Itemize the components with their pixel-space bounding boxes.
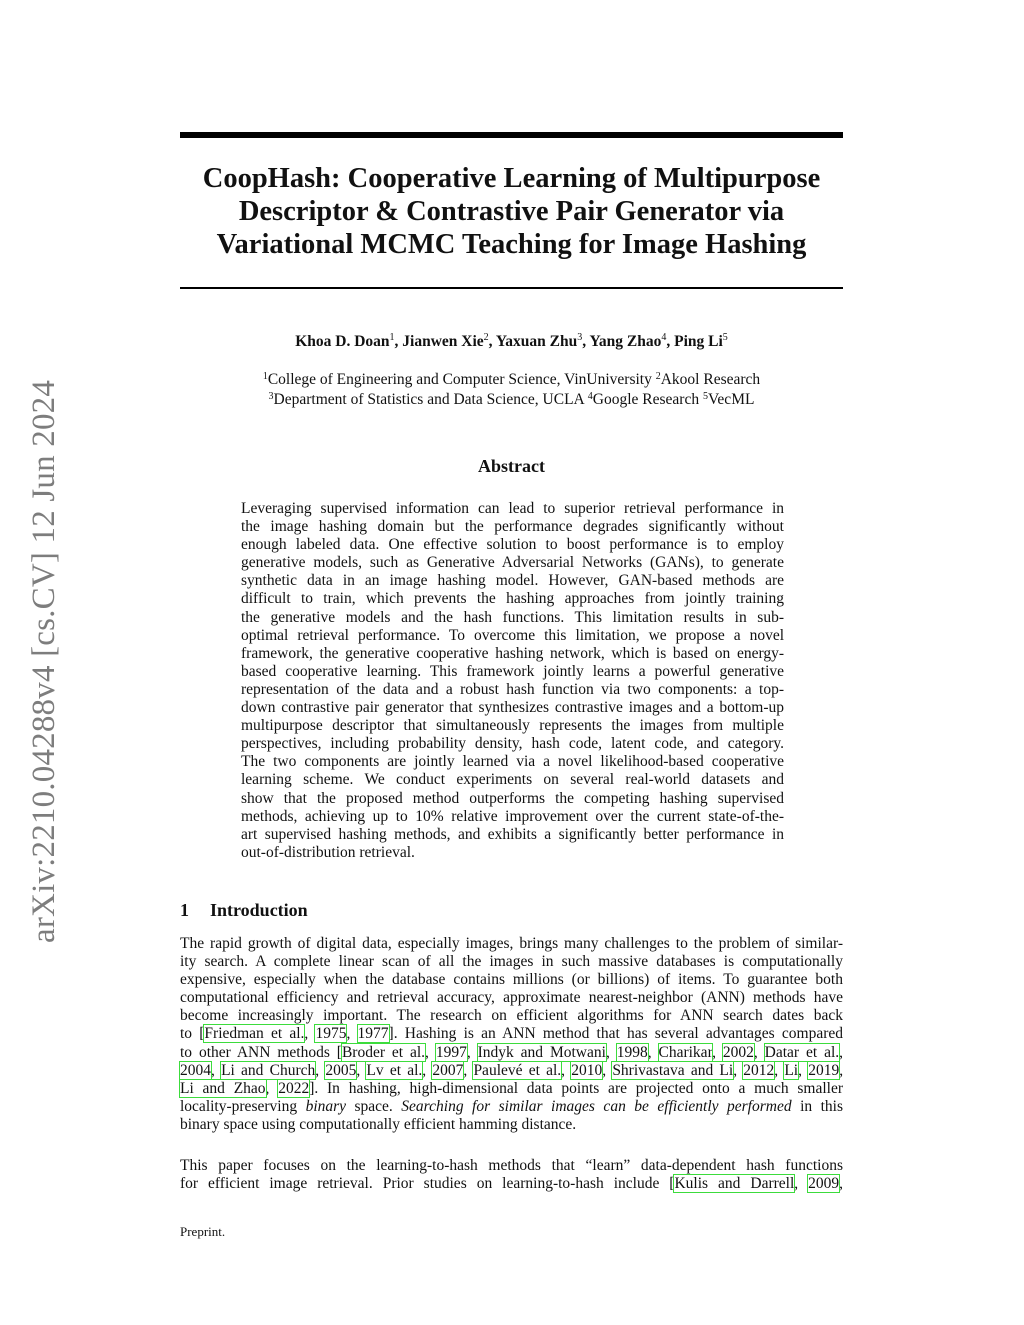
citation-link[interactable]: Li xyxy=(784,1061,799,1079)
text-line: binary space using computationally efficient hamming distance. xyxy=(180,1115,577,1133)
author-name: Ping Li xyxy=(674,333,723,350)
citation-link[interactable]: 2005 xyxy=(325,1061,357,1079)
citation-link[interactable]: 2009 xyxy=(808,1175,840,1193)
affiliation-line xyxy=(180,390,843,410)
abstract-line: multipurpose descriptor that simultaneously represents the images from multiple xyxy=(241,717,784,735)
abstract-line: the image hashing domain but the performance degrades significantly without xyxy=(241,518,784,536)
text-line: The rapid growth of digital data, especially images, brings many challenges to the problem of similar- xyxy=(180,935,843,952)
affil-text: Google Research xyxy=(592,391,703,408)
citation-link[interactable]: Li and Church xyxy=(221,1061,316,1079)
affil-text: Department of Statistics and Data Science, UCLA xyxy=(273,391,588,408)
affil-mark: 3 xyxy=(268,391,274,402)
citation-link[interactable]: Shrivastava and Li xyxy=(612,1061,734,1079)
citation-link[interactable]: Li and Zhao xyxy=(180,1079,266,1097)
author-affil-mark: 5 xyxy=(722,332,728,343)
citation-link[interactable]: 2002 xyxy=(722,1043,754,1061)
text-line: This paper focuses on the learning-to-hash methods that “learn” data-dependent hash functions xyxy=(180,1157,843,1174)
citation-link[interactable]: Datar et al. xyxy=(764,1043,840,1061)
abstract-line: methods, achieving up to 10% relative improvement over the current state-of-the- xyxy=(241,807,784,825)
citation-link[interactable]: 2012 xyxy=(743,1061,775,1079)
abstract-line: The two components are jointly learned via a novel likelihood-based cooperative xyxy=(241,753,784,771)
author-name: Jianwen Xie xyxy=(402,333,484,350)
citation-link[interactable]: 1977 xyxy=(357,1025,389,1043)
affiliation-line xyxy=(180,370,843,390)
section-heading xyxy=(180,900,308,921)
arxiv-stamp: arXiv:2210.04288v4 [cs.CV] 12 Jun 2024 xyxy=(26,379,62,943)
affiliations xyxy=(180,370,843,410)
abstract-line: difficult to train, which prevents the hashing approaches from jointly training xyxy=(241,590,784,608)
section-title: Introduction xyxy=(210,900,308,920)
author-affil-mark: 1 xyxy=(389,332,395,343)
text-line: for efficient image retrieval. Prior studies on learning-to-hash include [Kulis and Darrell, 2009, xyxy=(180,1175,844,1193)
author-affil-mark: 4 xyxy=(661,332,667,343)
abstract-body xyxy=(241,500,784,862)
author-affil-mark: 2 xyxy=(483,332,489,343)
citation-link[interactable]: 1997 xyxy=(435,1043,467,1061)
abstract-line: framework, the generative cooperative hashing network, which is based on energy- xyxy=(241,644,784,662)
citation-link[interactable]: 1998 xyxy=(616,1043,648,1061)
author-name: Yang Zhao xyxy=(589,333,662,350)
text-line: locality-preserving binary space. Searching for similar images can be efficiently performed in this xyxy=(180,1097,843,1115)
author-name: Khoa D. Doan xyxy=(295,333,390,350)
affil-mark: 1 xyxy=(262,371,268,382)
citation-link[interactable]: 2010 xyxy=(571,1061,603,1079)
affil-text: VecML xyxy=(707,391,755,408)
title-rule-bottom xyxy=(180,287,843,289)
abstract-line: optimal retrieval performance. To overcome this limitation, we propose a novel xyxy=(241,626,784,644)
abstract-line: generative models, such as Generative Adversarial Networks (GANs), to generate xyxy=(241,554,784,572)
text-line: 2004, Li and Church, 2005, Lv et al., 2007, Paulevé et al., 2010, Shrivastava and Li, 2012, Li, 2019, xyxy=(180,1061,844,1079)
intro-paragraph xyxy=(180,1157,843,1193)
text-line: computational efficiency and retrieval accuracy, approximate nearest-neighbor (ANN) methods have xyxy=(180,989,843,1007)
citation-link[interactable]: Broder et al. xyxy=(341,1043,426,1061)
abstract-heading: Abstract xyxy=(478,456,545,476)
abstract-line: learning scheme. We conduct experiments on several real-world datasets and xyxy=(241,771,784,789)
affil-mark: 4 xyxy=(587,391,593,402)
emphasis-text: Searching for similar images can be efficiently performed xyxy=(401,1097,792,1115)
affil-text: Akool Research xyxy=(660,371,761,388)
citation-link[interactable]: Lv et al. xyxy=(366,1061,423,1079)
author-affil-mark: 3 xyxy=(577,332,583,343)
text-line: Li and Zhao, 2022]. In hashing, high-dimensional data points are projected onto a much smaller xyxy=(180,1079,843,1097)
text-line: become increasingly important. The research on efficient algorithms for ANN search dates back xyxy=(180,1007,843,1025)
citation-link[interactable]: Charikar xyxy=(658,1043,713,1061)
citation-link[interactable]: 2019 xyxy=(808,1061,840,1079)
intro-paragraph xyxy=(180,935,843,1134)
citation-link[interactable]: 2022 xyxy=(278,1079,310,1097)
section-number: 1 xyxy=(180,900,189,920)
affil-text: College of Engineering and Computer Science, VinUniversity xyxy=(267,371,656,388)
abstract-line: art supervised hashing methods, and exhibits a significantly better performance in xyxy=(241,825,784,843)
citation-link[interactable]: Indyk and Motwani xyxy=(477,1043,606,1061)
citation-link[interactable]: Paulevé et al. xyxy=(473,1061,562,1079)
citation-link[interactable]: 2007 xyxy=(432,1061,464,1079)
text-line: to [Friedman et al., 1975, 1977]. Hashing is an ANN method that has several advantages compared xyxy=(180,1025,844,1043)
title-rule-top xyxy=(180,132,843,138)
abstract-line: show that the proposed method outperforms the competing hashing supervised xyxy=(241,789,784,807)
abstract-line: synthetic data in an image hashing model. However, GAN-based methods are xyxy=(241,572,784,590)
footer-note: Preprint. xyxy=(180,1224,226,1239)
abstract-line: Leveraging supervised information can lead to superior retrieval performance in xyxy=(241,500,784,517)
citation-link[interactable]: 1975 xyxy=(315,1025,347,1043)
abstract-line: based cooperative learning. This framework jointly learns a powerful generative xyxy=(241,662,784,680)
title-line: Variational MCMC Teaching for Image Hashing xyxy=(216,229,807,260)
title-line: Descriptor & Contrastive Pair Generator via xyxy=(238,196,785,227)
citation-link[interactable]: Friedman et al. xyxy=(204,1025,305,1043)
text-line: expensive, especially when the database contains millions (or billions) of items. To guarantee both xyxy=(180,971,843,989)
citation-link[interactable]: Kulis and Darrell xyxy=(674,1175,795,1193)
affil-mark: 5 xyxy=(702,391,708,402)
text-line: to other ANN methods [Broder et al., 1997, Indyk and Motwani, 1998, Charikar, 2002, Datar et al., xyxy=(180,1043,844,1061)
emphasis-text: binary xyxy=(305,1097,347,1115)
text-line: ity search. A complete linear scan of all the images in such massive databases is computationally xyxy=(180,953,843,971)
abstract-line: the generative models and the hash functions. This limitation results in sub- xyxy=(241,608,784,626)
paper-title xyxy=(180,162,843,261)
author-list: Khoa D. Doan$^1$, Jianwen Xie$^2$, Yaxuan Zhu$^3$, Yang Zhao$^4$, Ping Li$^5$ xyxy=(295,332,728,350)
title-line: CoopHash: Cooperative Learning of Multipurpose xyxy=(202,163,821,194)
affil-mark: 2 xyxy=(655,371,661,382)
abstract-line: representation of the data and a robust hash function via two components: a top- xyxy=(241,680,784,698)
abstract-line: out-of-distribution retrieval. xyxy=(241,843,415,861)
author-name: Yaxuan Zhu xyxy=(495,333,578,350)
abstract-line: enough labeled data. One effective solution to boost performance is to employ xyxy=(241,536,784,554)
abstract-line: perspectives, including probability density, hash code, latent code, and category. xyxy=(241,735,784,753)
abstract-line: down contrastive pair generator that synthesizes contrastive images and a bottom-up xyxy=(241,699,784,717)
citation-link[interactable]: 2004 xyxy=(180,1061,211,1079)
